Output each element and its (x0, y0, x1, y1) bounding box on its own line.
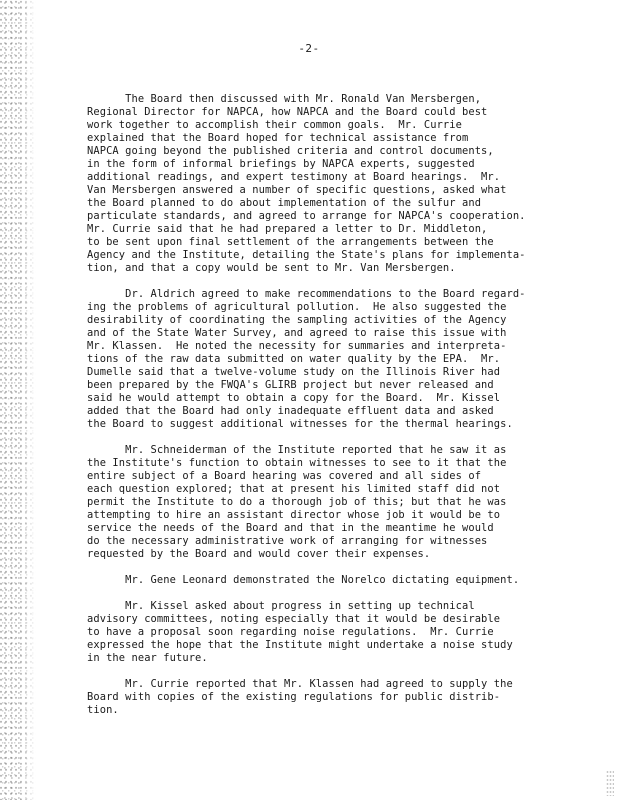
text-line: Mr. Currie reported that Mr. Klassen had agreed to supply the (87, 678, 513, 690)
text-line: Mr. Schneiderman of the Institute reported that he saw it as (87, 444, 507, 456)
text-line: Board with copies of the existing regulations for public distrib- (87, 691, 501, 703)
text-line: The Board then discussed with Mr. Ronald Van Mersbergen, (87, 93, 482, 105)
paragraph-kissel (87, 600, 583, 665)
text-line: work together to accomplish their common goals. Mr. Currie (87, 119, 462, 131)
scan-noise-right-edge (606, 770, 614, 796)
text-line: in the near future. (87, 652, 208, 664)
text-line: do the necessary administrative work of arranging for witnesses (87, 535, 488, 547)
paragraph-leonard (87, 574, 583, 587)
text-line: entire subject of a Board hearing was covered and all sides of (87, 470, 482, 482)
paragraph-aldrich (87, 288, 583, 431)
text-line: added that the Board had only inadequate effluent data and asked (87, 405, 494, 417)
text-line: service the needs of the Board and that in the meantime he would (87, 522, 494, 534)
text-line: Dr. Aldrich agreed to make recommendations to the Board regard- (87, 288, 526, 300)
text-line: each question explored; that at present his limited staff did not (87, 483, 501, 495)
paragraph-van-mersbergen (87, 93, 583, 275)
text-line: the Institute's function to obtain witnesses to see to it that the (87, 457, 507, 469)
text-line: desirability of coordinating the sampling activities of the Agency (87, 314, 507, 326)
text-line: advisory committees, noting especially that it would be desirable (87, 613, 501, 625)
text-line: the Board planned to do about implementation of the sulfur and (87, 197, 482, 209)
text-line: Regional Director for NAPCA, how NAPCA and the Board could best (87, 106, 488, 118)
text-line: NAPCA going beyond the published criteria and control documents, (87, 145, 494, 157)
text-line: tion, and that a copy would be sent to Mr. Van Mersbergen. (87, 262, 456, 274)
text-line: Mr. Gene Leonard demonstrated the Norelco dictating equipment. (87, 574, 520, 586)
text-line: permit the Institute to do a thorough job of this; but that he was (87, 496, 507, 508)
text-line: expressed the hope that the Institute might undertake a noise study (87, 639, 513, 651)
text-line: requested by the Board and would cover their expenses. (87, 548, 431, 560)
text-line: Dumelle said that a twelve-volume study on the Illinois River had (87, 366, 501, 378)
text-line: said he would attempt to obtain a copy for the Board. Mr. Kissel (87, 392, 501, 404)
text-line: Agency and the Institute, detailing the State's plans for implementa- (87, 249, 526, 261)
text-line: to have a proposal soon regarding noise regulations. Mr. Currie (87, 626, 494, 638)
text-line: Van Mersbergen answered a number of specific questions, asked what (87, 184, 507, 196)
text-line: tions of the raw data submitted on water quality by the EPA. Mr. (87, 353, 501, 365)
text-line: Mr. Kissel asked about progress in setting up technical (87, 600, 475, 612)
paragraph-schneiderman (87, 444, 583, 561)
paragraph-currie (87, 678, 583, 717)
page-number: -2- (298, 42, 320, 55)
text-line: Mr. Currie said that he had prepared a letter to Dr. Middleton, (87, 223, 488, 235)
text-line: been prepared by the FWQA's GLIRB project but never released and (87, 379, 494, 391)
text-line: the Board to suggest additional witnesses for the thermal hearings. (87, 418, 513, 430)
text-line: tion. (87, 704, 119, 716)
text-line: Mr. Klassen. He noted the necessity for summaries and interpreta- (87, 340, 507, 352)
text-line: attempting to hire an assistant director whose job it would be to (87, 509, 501, 521)
text-line: to be sent upon final settlement of the arrangements between the (87, 236, 494, 248)
text-line: additional readings, and expert testimony at Board hearings. Mr. (87, 171, 501, 183)
text-line: explained that the Board hoped for technical assistance from (87, 132, 469, 144)
text-line: ing the problems of agricultural pollution. He also suggested the (87, 301, 507, 313)
document-body (87, 93, 583, 717)
text-line: and of the State Water Survey, and agreed to raise this issue with (87, 327, 507, 339)
text-line: particulate standards, and agreed to arrange for NAPCA's cooperation. (87, 210, 526, 222)
text-line: in the form of informal briefings by NAPCA experts, suggested (87, 158, 475, 170)
scan-noise-left-edge (0, 0, 36, 800)
